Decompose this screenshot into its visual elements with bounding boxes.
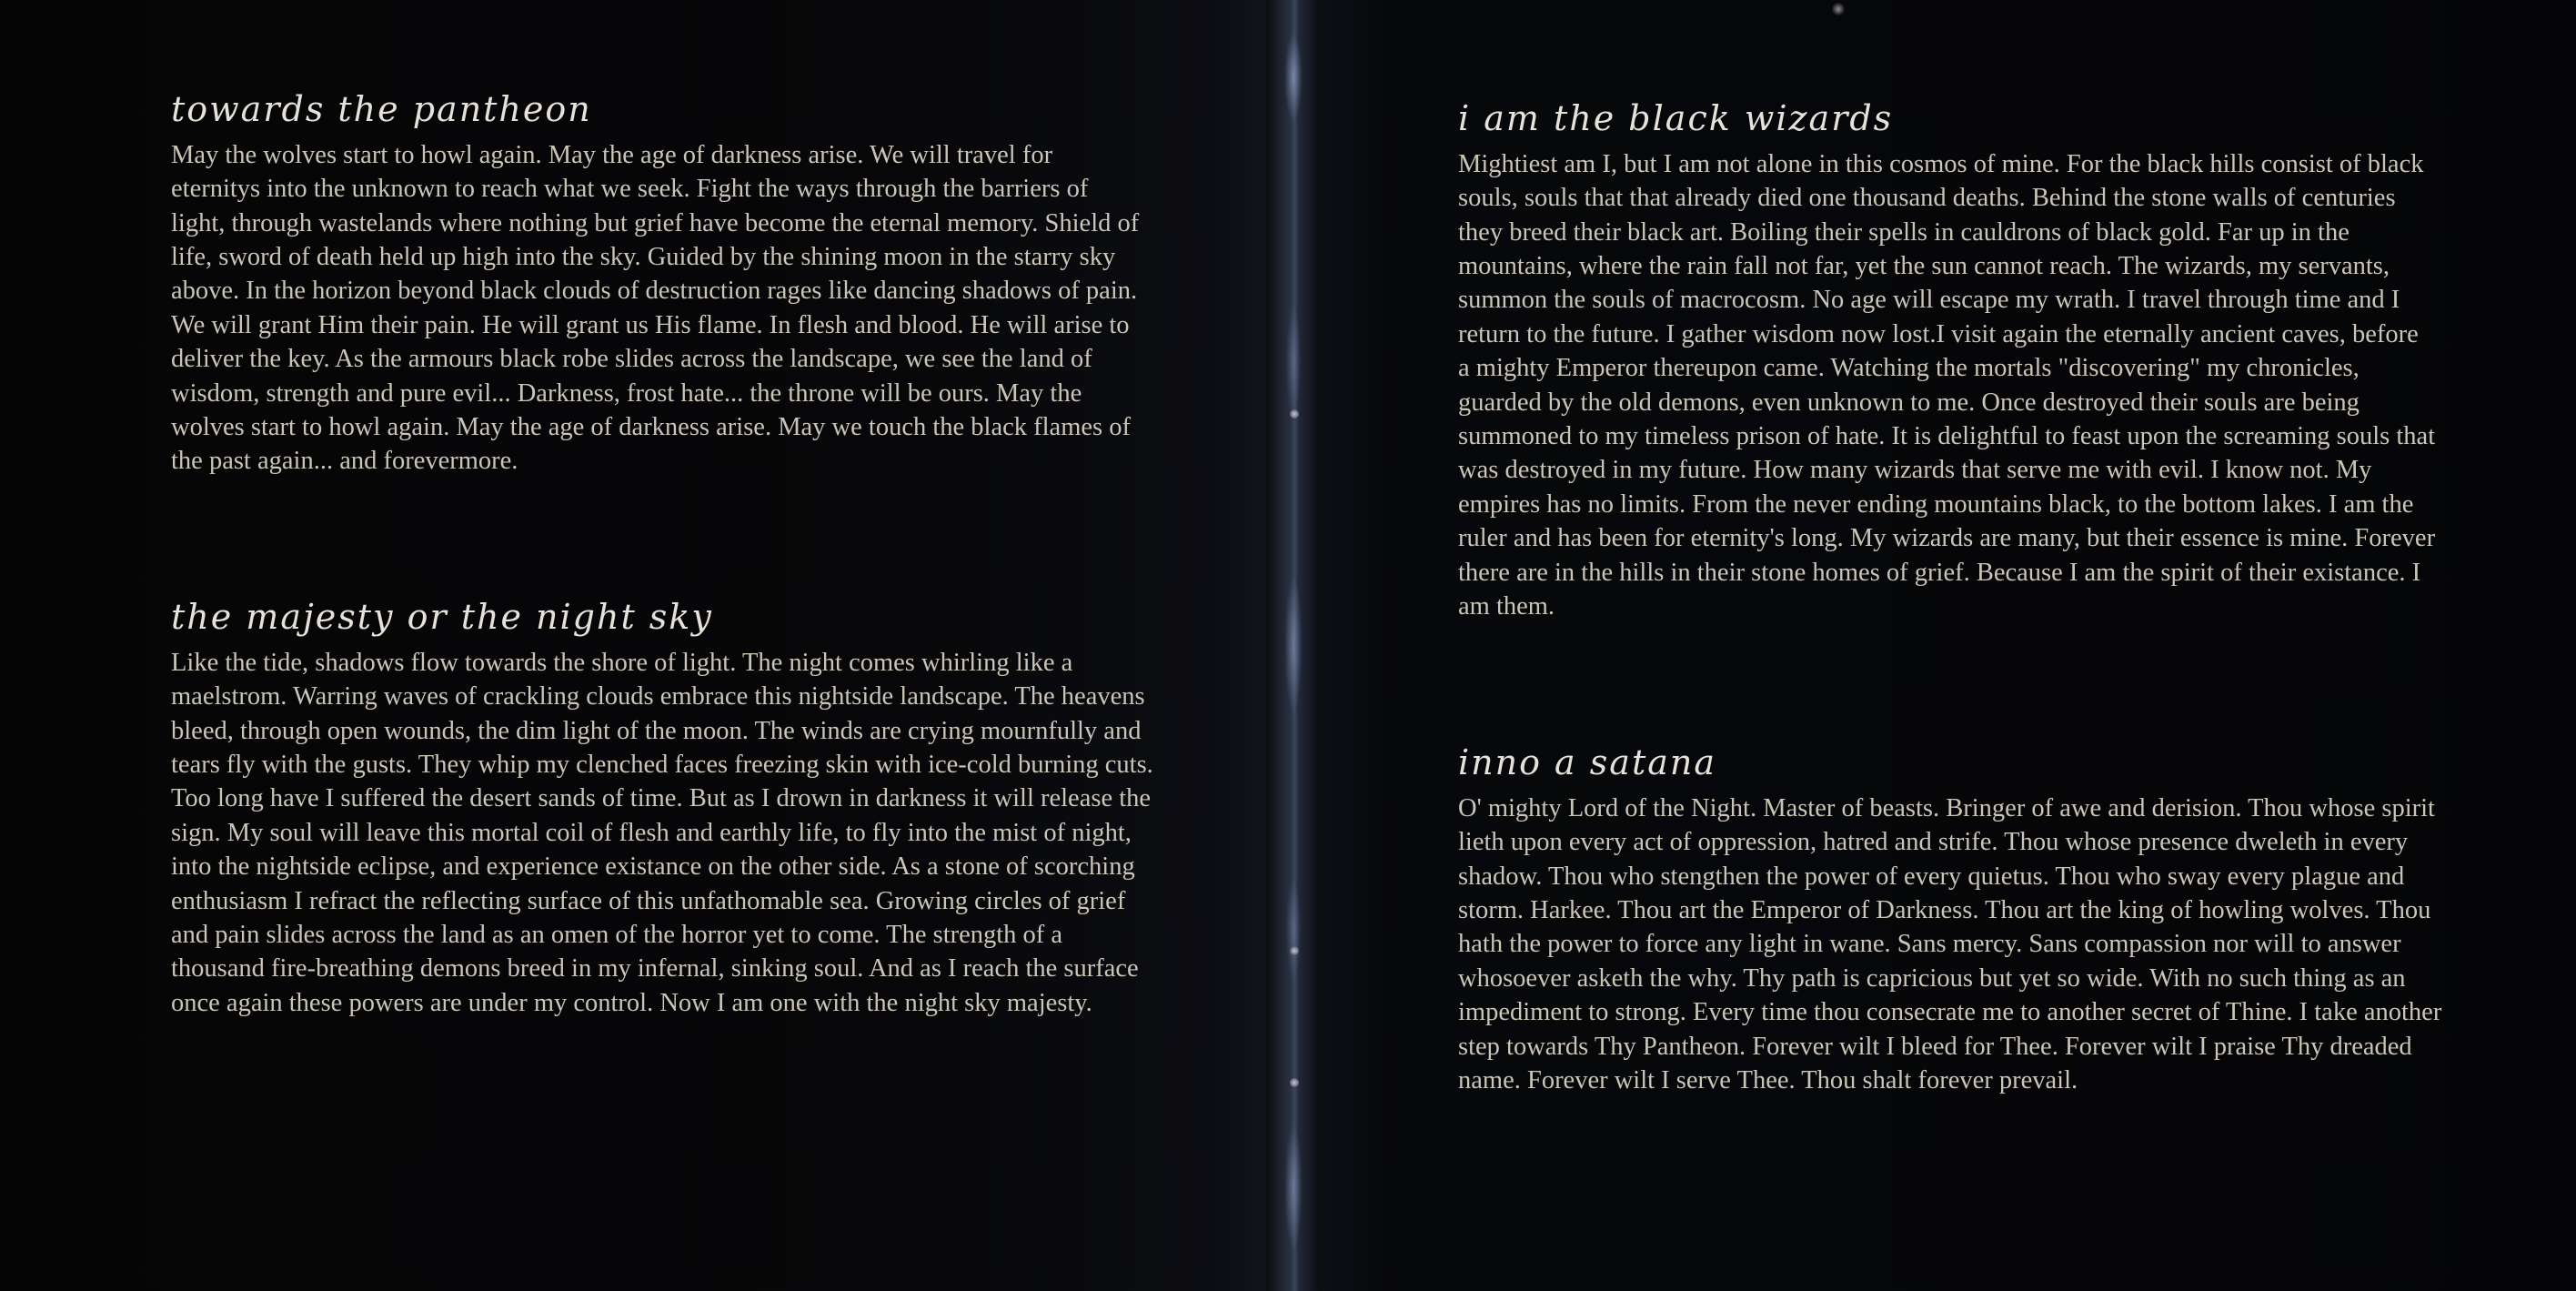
lyrics-section-inno-a-satana [1458, 744, 2450, 1097]
staple-icon [1290, 946, 1299, 955]
section-title: towards the pantheon [171, 89, 592, 129]
staple-icon [1290, 1078, 1299, 1087]
print-speck [1832, 2, 1845, 16]
section-body: O' mighty Lord of the Night. Master of beasts. Bringer of awe and derision. Thou whose spirit lieth upon every act of oppression, hatred and strife. Thou whose presence dweleth in every shadow. Thou who stengthen the power of every quietus. Thou who sway every plague and storm. Harkee. Thou art the Emperor of Darkness. Thou art the king of howling wolves. Thou hath the power to force any light in wane. Sans mercy. Sans compassion nor will to answer whosoever asketh the why. Thy path is capricious but yet so wide. With no such thing as an impediment to strong. Every time thou consecrate me to another secret of Thine. I take another step towards Thy Pantheon. Forever wilt I bleed for Thee. Forever wilt I praise Thy dreaded name. Forever wilt I serve Thee. Thou shalt forever prevail. [1458, 793, 2442, 1095]
lyrics-section-towards-the-pantheon [171, 91, 1144, 479]
section-title: i am the black wizards [1458, 98, 1894, 138]
booklet-spine [1266, 0, 1321, 1291]
section-body: May the wolves start to howl again. May the age of darkness arise. We will travel for eternitys into the unknown to reach what we seek. Fight the ways through the barriers of light, through wastelands where nothing but grief have become the eternal memory. Shield of life, sword of death held up high into the sky. Guided by the shining moon in the starry sky above. In the horizon beyond black clouds of destruction rages like dancing shadows of pain. We will grant Him their pain. He will grant us His flame. In flesh and blood. He will arise to deliver the key. As the armours black robe slides across the landscape, we see the land of wisdom, strength and pure evil... Darkness, frost hate... the throne will be ours. May the wolves start to howl again. May the age of darkness arise. May we touch the black flames of the past again... and forevermore. [171, 140, 1140, 476]
lyrics-section-majesty-of-the-night-sky [171, 599, 1162, 1020]
section-body: Mightiest am I, but I am not alone in this cosmos of mine. For the black hills consist of black souls, souls that that already died one thousand deaths. Behind the stone walls of centuries they breed their black art. Boiling their spells in cauldrons of black gold. Far up in the mountains, where the rain fall not far, yet the sun cannot reach. The wizards, my servants, summon the souls of macrocosm. No age will escape my wrath. I travel through time and I return to the future. I gather wisdom now lost.I visit again the eternally ancient caves, before a mighty Emperor thereupon came. Watching the mortals "discovering" my chronicles, guarded by the old demons, even unknown to me. Once destroyed their souls are being summoned to my timeless prison of hate. It is delightful to feast upon the screaming souls that was destroyed in my future. How many wizards that serve me with evil. I know not. My empires has no limits. From the never ending mountains black, to the bottom lakes. I am the ruler and has been for eternity's long. My wizards are many, but their essence is mine. Forever there are in the hills in their stone homes of grief. Because I am the spirit of their existance. I am them. [1458, 149, 2436, 621]
staple-icon [1290, 409, 1299, 419]
lyrics-section-i-am-the-black-wizards [1458, 100, 2436, 623]
section-body: Like the tide, shadows flow towards the shore of light. The night comes whirling like a maelstrom. Warring waves of crackling clouds embrace this nightside landscape. The heavens bleed, through open wounds, the dim light of the moon. The winds are crying mournfully and tears fly with the gusts. They whip my clenched faces freezing skin with ice-cold burning cuts. Too long have I suffered the desert sands of time. But as I drown in darkness it will release the sign. My soul will leave this mortal coil of flesh and earthly life, to fly into the mist of night, into the nightside eclipse, and experience existance on the other side. As a stone of scorching enthusiasm I refract the reflecting surface of this unfathomable sea. Growing circles of grief and pain slides across the land as an omen of the horror yet to come. The strength of a thousand fire-breathing demons breed in my infernal, sinking soul. And as I reach the surface once again these powers are under my control. Now I am one with the night sky majesty. [171, 648, 1153, 1017]
section-title: inno a satana [1458, 742, 1717, 782]
section-title: the majesty or the night sky [171, 597, 713, 637]
